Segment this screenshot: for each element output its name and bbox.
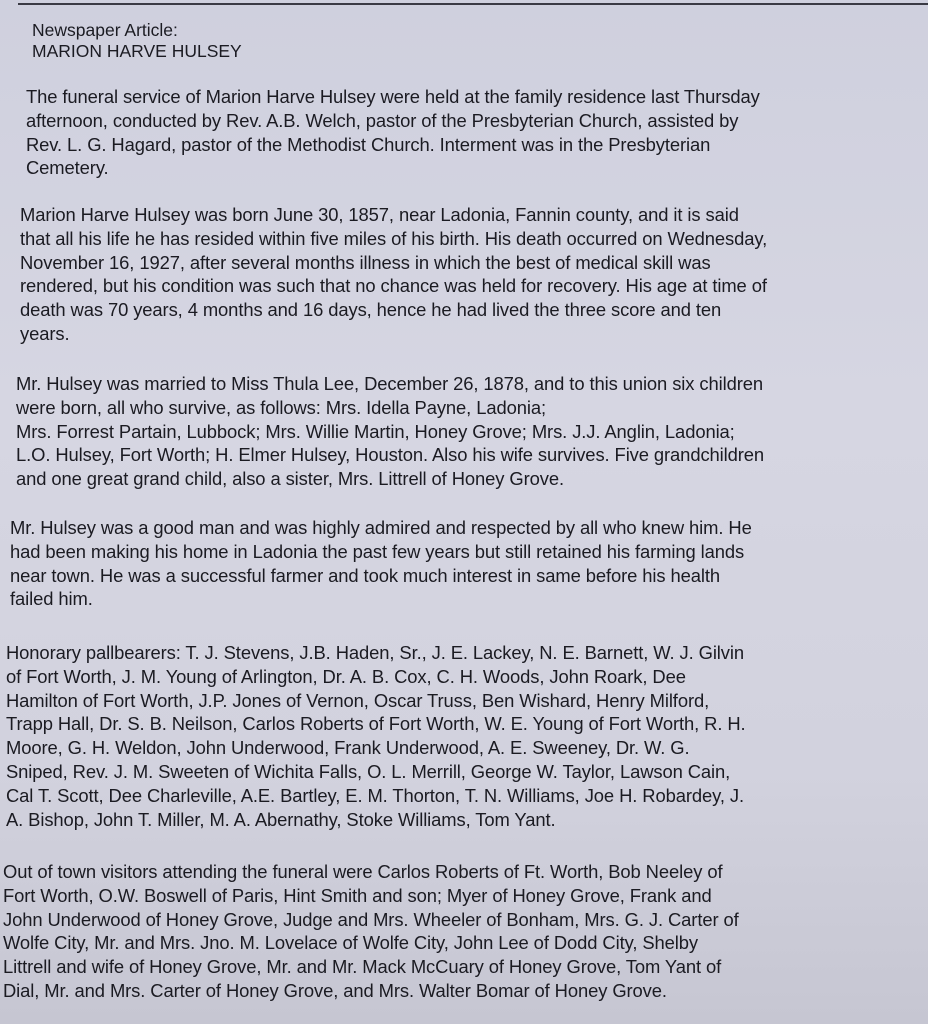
paragraph-character	[10, 516, 752, 611]
text-line: rendered, but his condition was such that no chance was held for recovery. His age at time of	[20, 275, 767, 297]
text-line: Trapp Hall, Dr. S. B. Neilson, Carlos Roberts of Fort Worth, W. E. Young of Fort Worth, R. H.	[6, 713, 746, 735]
text-line: Marion Harve Hulsey was born June 30, 1857, near Ladonia, Fannin county, and it is said	[20, 204, 739, 225]
paragraph-pallbearers	[6, 641, 746, 831]
article-header	[32, 20, 242, 62]
text-line: and one great grand child, also a sister, Mrs. Littrell of Honey Grove.	[16, 468, 564, 490]
top-divider	[18, 3, 928, 5]
text-line: Moore, G. H. Weldon, John Underwood, Frank Underwood, A. E. Sweeney, Dr. W. G.	[6, 737, 690, 759]
text-line: A. Bishop, John T. Miller, M. A. Abernathy, Stoke Williams, Tom Yant.	[6, 808, 556, 830]
text-line: of Fort Worth, J. M. Young of Arlington, Dr. A. B. Cox, C. H. Woods, John Roark, Dee	[6, 665, 686, 687]
text-line: Cemetery.	[26, 157, 109, 179]
text-line: Wolfe City, Mr. and Mrs. Jno. M. Lovelace of Wolfe City, John Lee of Dodd City, Shelby	[3, 932, 698, 954]
text-line: The funeral service of Marion Harve Hulsey were held at the family residence last Thursday	[26, 86, 760, 107]
text-line: that all his life he has resided within five miles of his birth. His death occurred on Wednesday,	[20, 227, 768, 249]
text-line: Mr. Hulsey was married to Miss Thula Lee, December 26, 1878, and to this union six children	[16, 373, 763, 394]
article-subject-name: MARION HARVE HULSEY	[32, 41, 242, 61]
text-line: were born, all who survive, as follows: Mrs. Idella Payne, Ladonia;	[16, 396, 546, 418]
text-line: Mr. Hulsey was a good man and was highly admired and respected by all who knew him. He	[10, 517, 752, 538]
text-line: Honorary pallbearers: T. J. Stevens, J.B. Haden, Sr., J. E. Lackey, N. E. Barnett, W. J. Gilvin	[6, 642, 745, 663]
paragraph-family	[16, 372, 764, 491]
text-line: Fort Worth, O.W. Boswell of Paris, Hint Smith and son; Myer of Honey Grove, Frank and	[3, 884, 712, 906]
text-line: Out of town visitors attending the funeral were Carlos Roberts of Ft. Worth, Bob Neeley of	[3, 861, 723, 882]
text-line: Sniped, Rev. J. M. Sweeten of Wichita Falls, O. L. Merrill, George W. Taylor, Lawson Cain,	[6, 760, 731, 782]
text-line: November 16, 1927, after several months illness in which the best of medical skill was	[20, 251, 711, 273]
text-line: failed him.	[10, 588, 93, 610]
text-line: Cal T. Scott, Dee Charleville, A.E. Bartley, E. M. Thorton, T. N. Williams, Joe H. Robardey, J.	[6, 784, 744, 806]
text-line: Hamilton of Fort Worth, J.P. Jones of Vernon, Oscar Truss, Ben Wishard, Henry Milford,	[6, 689, 710, 711]
paragraph-birth-and-death	[20, 203, 767, 346]
text-line: Littrell and wife of Honey Grove, Mr. and Mr. Mack McCuary of Honey Grove, Tom Yant of	[3, 956, 722, 978]
text-line: Dial, Mr. and Mrs. Carter of Honey Grove, and Mrs. Walter Bomar of Honey Grove.	[3, 979, 667, 1001]
text-line: had been making his home in Ladonia the past few years but still retained his farming lands	[10, 540, 745, 562]
text-line: death was 70 years, 4 months and 16 days, hence he had lived the three score and ten	[20, 299, 722, 321]
article-label: Newspaper Article:	[32, 20, 178, 40]
paragraph-funeral-service	[26, 85, 760, 180]
text-line: John Underwood of Honey Grove, Judge and Mrs. Wheeler of Bonham, Mrs. G. J. Carter of	[3, 908, 739, 930]
text-line: years.	[20, 322, 70, 344]
text-line: near town. He was a successful farmer and took much interest in same before his health	[10, 564, 721, 586]
text-line: Mrs. Forrest Partain, Lubbock; Mrs. Willie Martin, Honey Grove; Mrs. J.J. Anglin, Ladonia;	[16, 420, 735, 442]
text-line: afternoon, conducted by Rev. A.B. Welch, pastor of the Presbyterian Church, assisted by	[26, 109, 739, 131]
paragraph-visitors	[3, 860, 739, 1003]
text-line: L.O. Hulsey, Fort Worth; H. Elmer Hulsey, Houston. Also his wife survives. Five grandchildren	[16, 444, 765, 466]
text-line: Rev. L. G. Hagard, pastor of the Methodist Church. Interment was in the Presbyterian	[26, 133, 711, 155]
